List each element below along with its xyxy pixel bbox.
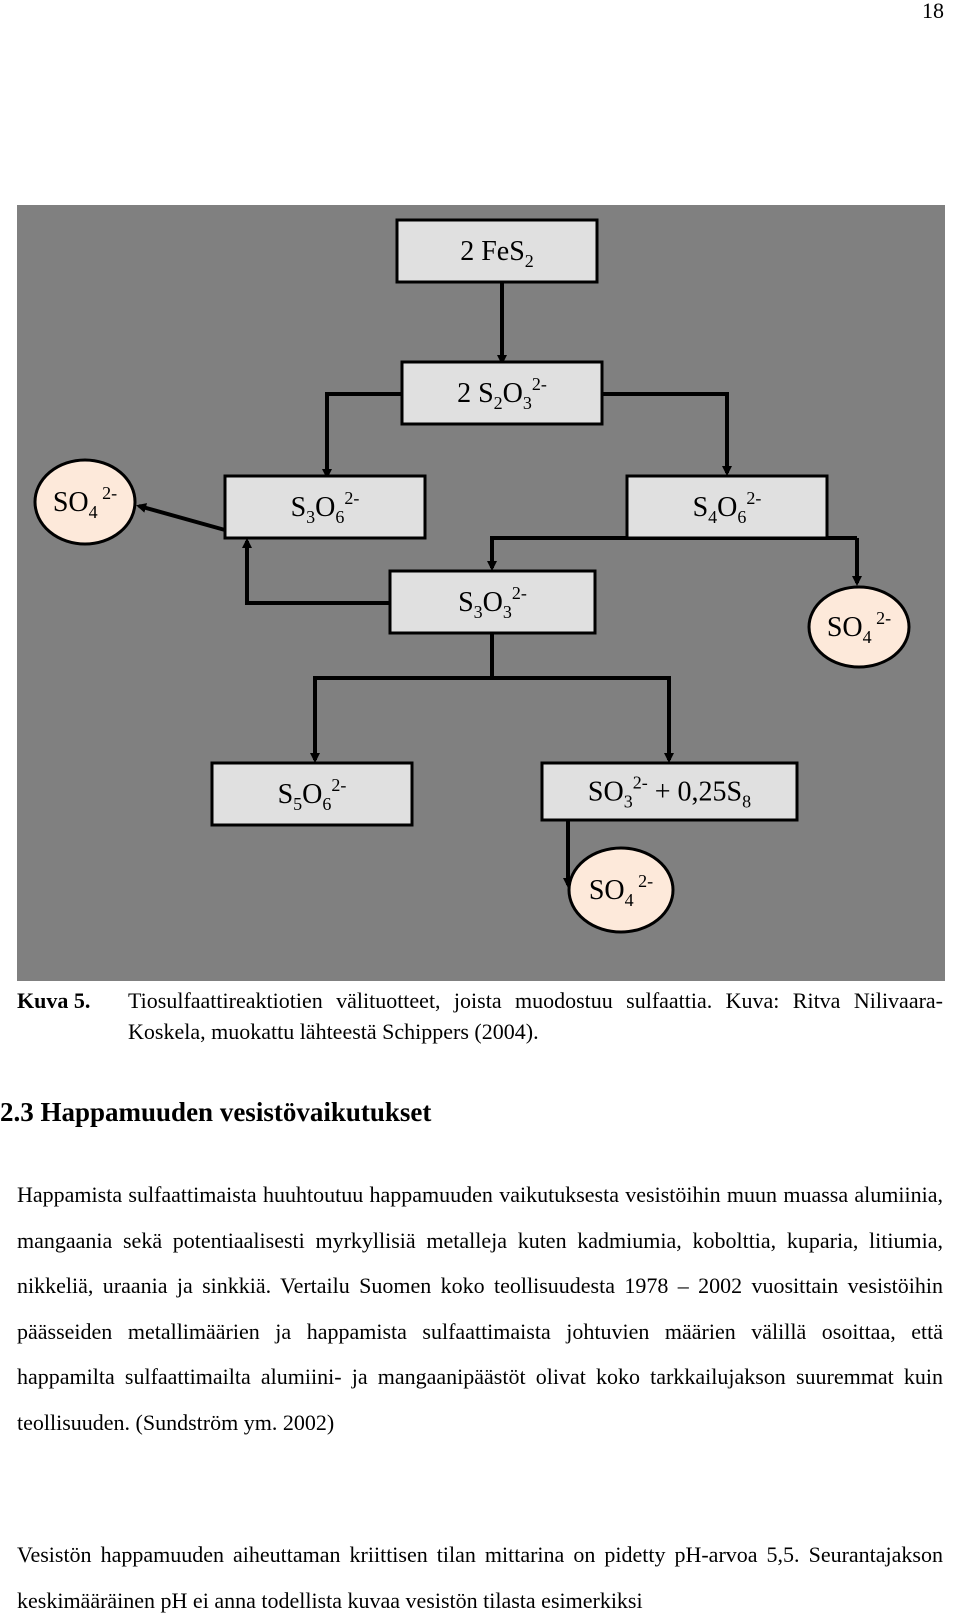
node-label-s4o6: $S_4O_6^{2-}$: [692, 488, 762, 527]
diagram-canvas: [17, 205, 945, 981]
caption-label: Kuva 5.: [17, 988, 91, 1013]
node-so4_right: [809, 587, 909, 667]
arrow-s3o3-to-s5o6: [315, 633, 492, 760]
node-s4o6: [627, 476, 827, 538]
caption-text: Tiosulfaattireaktiotien välituotteet, joista muodostuu sulfaattia. Kuva: Ritva Nilivaara-Koskela, muokattu lähteestä Schippers (2004).: [128, 988, 943, 1044]
paragraph-2: Vesistön happamuuden aiheuttaman kriittisen tilan mittarina on pidetty pH-arvoa 5,5. Seurantajakson keskimääräinen pH ei anna todellista kuvaa vesistön tilasta esimerkiksi: [17, 1542, 943, 1613]
node-s3o3: [390, 571, 595, 633]
arrow-s3o3-to-s3o6: [247, 541, 390, 603]
arrow-s3o3-to-so3s8: [492, 678, 669, 760]
arrow-s2o3-to-s4o6: [602, 394, 727, 473]
node-s3o6: [225, 476, 425, 538]
arrow-s2o3-to-s3o6: [327, 394, 402, 476]
node-label-so4_right: $SO_4$ $^{2-}$: [826, 608, 892, 647]
node-label-s2o3: 2 $S_2O_3^{2-}$: [457, 374, 547, 413]
section-heading: 2.3 Happamuuden vesistövaikutukset: [0, 1097, 432, 1127]
node-so3s8: [542, 763, 797, 820]
node-label-s3o3: $S_3O_3^{2-}$: [458, 583, 527, 622]
paragraph-1: Happamista sulfaattimaista huuhtoutuu happamuuden vaikutuksesta vesistöihin muun muassa alumiinia, mangaania sekä potentiaalisesti myrkyllisiä metalleja kuten kadmiumia, kobolttia, kuparia, litiumia, nikkeliä, uraania ja sinkkiä. Vertailu Suomen koko teollisuudesta 1978 – 2002 vuosittain vesistöihin päässeiden metallimäärien ja happamista sulfaattimaista johtuvien määrien välillä osoittaa, että happamilta sulfaattimailta alumiini- ja mangaanipäästöt olivat koko tarkkailujakson suuremmat kuin teollisuuden. (Sundström ym. 2002): [17, 1182, 943, 1435]
node-label-so3s8: $SO_3^{2-} + 0,25S_8$: [587, 772, 752, 812]
page-number: 18: [922, 0, 944, 23]
node-label-so4_bottom: $SO_4$ $^{2-}$: [588, 871, 654, 910]
node-s5o6: [212, 763, 412, 825]
node-so4_bottom: [569, 848, 673, 932]
arrow-s3o6-to-so4_left: [139, 506, 225, 530]
node-so4_left: [35, 460, 135, 544]
node-label-fes2: 2 FeS$_2$: [460, 236, 534, 271]
node-label-s3o6: $S_3O_6^{2-}$: [290, 488, 360, 527]
node-label-s5o6: $S_5O_6^{2-}$: [277, 775, 347, 814]
arrow-s4o6-to-s3o3: [492, 538, 857, 568]
node-s2o3: [402, 362, 602, 424]
reaction-diagram: [17, 205, 945, 981]
node-label-so4_left: $SO_4$ $^{2-}$: [52, 483, 118, 522]
node-fes2: [397, 220, 597, 282]
